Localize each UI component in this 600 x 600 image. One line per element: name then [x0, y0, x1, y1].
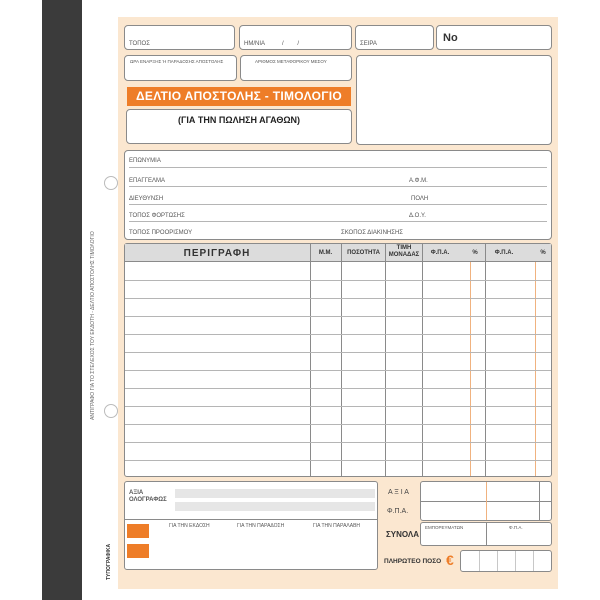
col-mm: Μ.Μ. — [318, 250, 333, 256]
payable-amount-box[interactable] — [460, 550, 552, 572]
col-pct-2: % — [540, 250, 546, 256]
amount-words-box — [124, 481, 378, 570]
table-row — [125, 280, 551, 281]
seira-label: ΣΕΙΡΑ — [360, 41, 377, 47]
subtitle-box — [126, 109, 352, 144]
table-row — [125, 316, 551, 317]
epaggelma-label: ΕΠΑΓΓΕΛΜΑ — [129, 178, 165, 184]
signature-tag-top — [127, 524, 149, 538]
number-label: Νο — [443, 32, 458, 44]
col-fpa-2: Φ.Π.Α. — [494, 250, 514, 256]
issuer-details-box — [356, 55, 552, 145]
topos-proorismou-label: ΤΟΠΟΣ ΠΡΟΟΡΙΣΜΟΥ — [129, 230, 193, 236]
customer-info-box — [124, 150, 552, 240]
col-pct-1: % — [472, 250, 478, 256]
table-row — [125, 334, 551, 335]
axia-total-label: Α Ξ Ι Α — [388, 489, 409, 496]
skopos-label: ΣΚΟΠΟΣ ΔΙΑΚΙΝΗΣΗΣ — [341, 230, 404, 236]
table-row — [125, 442, 551, 443]
topos-fortosis-label: ΤΟΠΟΣ ΦΟΡΤΩΣΗΣ — [129, 213, 185, 219]
items-table — [124, 243, 552, 477]
table-row — [125, 370, 551, 371]
table-row — [125, 298, 551, 299]
date-slashes: / / — [282, 41, 306, 47]
document-subtitle: (ΓΙΑ ΤΗΝ ΠΩΛΗΣΗ ΑΓΑΘΩΝ) — [177, 115, 301, 125]
dieuthinsi-label: ΔΙΕΥΘΥΝΣΗ — [129, 196, 164, 202]
col-fpa-1: Φ.Π.Α. — [430, 250, 450, 256]
fpa-small-label: Φ.Π.Α. — [509, 525, 523, 530]
seira-field[interactable] — [355, 25, 434, 50]
sig-paradosi-label: ΓΙΑ ΤΗΝ ΠΑΡΑΔΟΣΗ — [237, 523, 285, 529]
col-description: ΠΕΡΙΓΡΑΦΗ — [183, 248, 251, 259]
sig-ekdosi-label: ΓΙΑ ΤΗΝ ΕΚΔΟΣΗ — [169, 523, 210, 529]
table-row — [125, 406, 551, 407]
brand-text: ΤΥΠΟΓΡΑΦΙΚΑ — [106, 543, 112, 580]
signature-tag-bottom — [127, 544, 149, 558]
topos-field[interactable] — [124, 25, 235, 50]
table-row — [125, 352, 551, 353]
binding-strip — [42, 0, 82, 600]
table-row — [125, 424, 551, 425]
synola-box — [420, 522, 552, 546]
number-field[interactable] — [436, 25, 552, 50]
afm-label: Α.Φ.Μ. — [409, 178, 428, 184]
col-price-line2: ΜΟΝΑΔΑΣ — [388, 252, 420, 258]
vehicle-number-field[interactable] — [240, 55, 352, 81]
vehicle-number-label: ΑΡΙΘΜΟΣ ΜΕΤΑΦΟΡΙΚΟΥ ΜΕΣΟΥ — [255, 59, 327, 64]
totals-box — [420, 481, 552, 521]
table-row — [125, 460, 551, 461]
poli-label: ΠΟΛΗ — [411, 196, 429, 202]
punch-hole-bottom — [104, 404, 118, 418]
topos-label: ΤΟΠΟΣ — [129, 41, 150, 47]
ora-label: ΩΡΑ ΕΝΑΡΞΗΣ Ή ΠΑΡΑΔΟΣΗΣ ΑΠΟΣΤΟΛΗΣ — [130, 59, 224, 64]
axia-label: ΑΞΙΑ — [129, 490, 144, 496]
emporeumata-label: ΕΜΠΟΡΕΥΜΑΤΩΝ — [425, 525, 464, 530]
punch-hole-top — [104, 176, 118, 190]
ologrfos-label: ΟΛΟΓΡΑΦΩΣ — [129, 497, 167, 503]
euro-icon: € — [446, 552, 454, 568]
ora-field[interactable] — [124, 55, 237, 81]
col-quantity: ΠΟΣΟΤΗΤΑ — [347, 250, 380, 256]
sig-paralavi-label: ΓΙΑ ΤΗΝ ΠΑΡΑΛΑΒΗ — [313, 523, 361, 529]
document-title: ΔΕΛΤΙΟ ΑΠΟΣΤΟΛΗΣ - ΤΙΜΟΛΟΓΙΟ — [127, 87, 351, 106]
date-label: ΗΜ/ΝΙΑ — [244, 41, 265, 47]
side-vertical-text: ΑΝΤΙΓΡΑΦΟ ΓΙΑ ΤΟ ΣΤΕΛΕΧΟΣ ΤΟΥ ΕΚΔΟΤΗ - ΔΕΛΤΙΟ ΑΠΟΣΤΟΛΗΣ ΤΙΜΟΛΟΓΙΟ — [90, 231, 96, 420]
doy-label: Δ.Ο.Υ. — [409, 213, 426, 219]
amount-words-line2[interactable] — [175, 502, 375, 511]
col-price-line1: ΤΙΜΗ — [396, 245, 412, 251]
eponymia-label: ΕΠΩΝΥΜΙΑ — [129, 158, 161, 164]
pliroteo-label: ΠΛΗΡΩΤΕΟ ΠΟΣΟ — [384, 558, 442, 565]
date-field[interactable] — [239, 25, 352, 50]
amount-words-line1[interactable] — [175, 489, 375, 498]
table-row — [125, 388, 551, 389]
synola-label: ΣΥΝΟΛΑ — [386, 530, 420, 539]
fpa-total-label: Φ.Π.Α. — [387, 508, 409, 515]
